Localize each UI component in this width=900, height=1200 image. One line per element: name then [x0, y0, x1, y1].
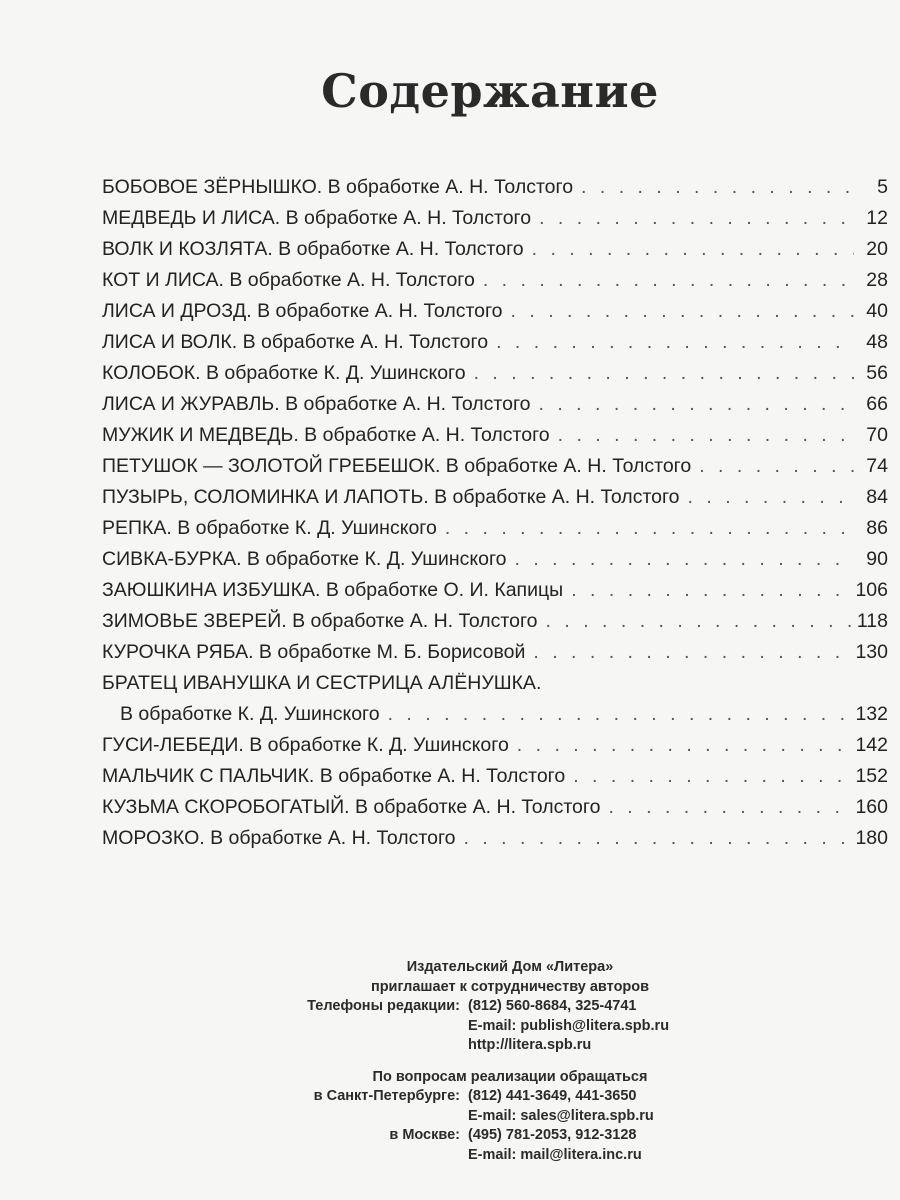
toc-entry [102, 606, 888, 637]
toc-entry-title: МЕДВЕДЬ И ЛИСА. В обработке А. Н. Толстого [102, 207, 532, 229]
toc-entry-title: ГУСИ-ЛЕБЕДИ. В обработке К. Д. Ушинского [102, 734, 509, 756]
phones-label: Телефоны редакции: [307, 998, 460, 1014]
dot-leader [571, 575, 849, 606]
dot-leader [573, 761, 849, 792]
dot-leader [533, 637, 849, 668]
toc-page-number: 180 [855, 827, 888, 849]
toc-page-number: 12 [866, 207, 888, 229]
toc-entry-title: БРАТЕЦ ИВАНУШКА И СЕСТРИЦА АЛЁНУШКА. [102, 672, 542, 694]
toc-page-number: 74 [866, 455, 888, 477]
toc-page-number: 132 [855, 703, 888, 725]
toc-entry [102, 482, 888, 513]
table-of-contents [102, 172, 888, 854]
dot-leader [581, 172, 854, 203]
toc-entry [102, 761, 888, 792]
toc-entry [102, 296, 888, 327]
toc-entry-title: ЗАЮШКИНА ИЗБУШКА. В обработке О. И. Капицы [102, 579, 564, 601]
website-link: http://litera.spb.ru [468, 1037, 592, 1053]
toc-entry [102, 389, 888, 420]
dot-leader [532, 234, 854, 265]
toc-entry [102, 358, 888, 389]
toc-entry [102, 327, 888, 358]
dot-leader [539, 203, 854, 234]
spb-label: в Санкт-Петербурге: [313, 1088, 460, 1104]
dot-leader [608, 792, 849, 823]
dot-leader [496, 327, 854, 358]
toc-page-number: 5 [877, 176, 888, 198]
publisher-name: Издательский Дом «Литера» [406, 959, 614, 975]
toc-page-number: 142 [855, 734, 888, 756]
toc-page-number: 28 [866, 269, 888, 291]
toc-entry-title: ЗИМОВЬЕ ЗВЕРЕЙ. В обработке А. Н. Толстого [102, 610, 538, 632]
toc-page-number: 66 [866, 393, 888, 415]
toc-page-number: 160 [855, 796, 888, 818]
dot-leader [515, 544, 855, 575]
toc-entry [102, 544, 888, 575]
toc-entry [102, 668, 888, 699]
toc-page-number: 152 [855, 765, 888, 787]
toc-entry-title: ЛИСА И ДРОЗД. В обработке А. Н. Толстого [102, 300, 503, 322]
toc-page-number: 56 [866, 362, 888, 384]
dot-leader [388, 699, 850, 730]
toc-entry-title: РЕПКА. В обработке К. Д. Ушинского [102, 517, 437, 539]
toc-page-number: 130 [855, 641, 888, 663]
toc-entry [102, 513, 888, 544]
msk-phones: (495) 781-2053, 912-3128 [468, 1127, 637, 1143]
toc-page-number: 40 [866, 300, 888, 322]
toc-entry-continuation [102, 699, 888, 730]
toc-entry-title: ПУЗЫРЬ, СОЛОМИНКА И ЛАПОТЬ. В обработке А. Н. Толстого [102, 486, 680, 508]
dot-leader [483, 265, 854, 296]
toc-page-number: 20 [866, 238, 888, 260]
toc-entry-title: КУРОЧКА РЯБА. В обработке М. Б. Борисовой [102, 641, 526, 663]
toc-entry-title: В обработке К. Д. Ушинского [120, 703, 380, 725]
toc-entry-title: ВОЛК И КОЗЛЯТА. В обработке А. Н. Толстого [102, 238, 524, 260]
toc-entry [102, 234, 888, 265]
editorial-email: E-mail: publish@litera.spb.ru [468, 1017, 670, 1034]
dot-leader [558, 420, 854, 451]
toc-entry-title: МУЖИК И МЕДВЕДЬ. В обработке А. Н. Толстого [102, 424, 550, 446]
toc-entry [102, 637, 888, 668]
toc-entry [102, 203, 888, 234]
toc-entry [102, 172, 888, 203]
toc-entry [102, 575, 888, 606]
dot-leader [474, 358, 854, 389]
page-title: Содержание [321, 64, 659, 118]
publisher-info [250, 958, 730, 1165]
toc-entry [102, 265, 888, 296]
dot-leader [699, 451, 854, 482]
toc-page-number: 48 [866, 331, 888, 353]
msk-label: в Москве: [389, 1127, 460, 1143]
toc-entry [102, 823, 888, 854]
toc-page-number: 84 [866, 486, 888, 508]
toc-entry [102, 451, 888, 482]
toc-entry [102, 730, 888, 761]
dot-leader [445, 513, 854, 544]
publisher-invite: приглашает к сотрудничеству авторов [370, 978, 650, 995]
toc-entry-title: МАЛЬЧИК С ПАЛЬЧИК. В обработке А. Н. Толстого [102, 765, 566, 787]
toc-entry-title: ЛИСА И ЖУРАВЛЬ. В обработке А. Н. Толстого [102, 393, 531, 415]
dot-leader [464, 823, 850, 854]
toc-entry-title: ПЕТУШОК — ЗОЛОТОЙ ГРЕБЕШОК. В обработке А. Н. Толстого [102, 455, 692, 477]
toc-page-number: 86 [866, 517, 888, 539]
spb-phones: (812) 441-3649, 441-3650 [468, 1088, 637, 1104]
msk-email: E-mail: mail@litera.inc.ru [468, 1146, 642, 1163]
toc-entry-title: КУЗЬМА СКОРОБОГАТЫЙ. В обработке А. Н. Толстого [102, 796, 601, 818]
phones-value: (812) 560-8684, 325-4741 [468, 998, 637, 1014]
toc-page-number: 70 [866, 424, 888, 446]
toc-entry-title: КОТ И ЛИСА. В обработке А. Н. Толстого [102, 269, 475, 291]
dot-leader [539, 389, 854, 420]
spb-email: E-mail: sales@litera.spb.ru [468, 1107, 654, 1124]
dot-leader [546, 606, 851, 637]
toc-entry-title: СИВКА-БУРКА. В обработке К. Д. Ушинского [102, 548, 507, 570]
toc-entry-title: БОБОВОЕ ЗЁРНЫШКО. В обработке А. Н. Толстого [102, 176, 574, 198]
toc-entry [102, 420, 888, 451]
dot-leader [517, 730, 850, 761]
toc-page-number: 118 [856, 610, 888, 632]
dot-leader [511, 296, 854, 327]
toc-entry [102, 792, 888, 823]
toc-entry-title: ЛИСА И ВОЛК. В обработке А. Н. Толстого [102, 331, 489, 353]
toc-page-number: 90 [866, 548, 888, 570]
toc-entry-title: МОРОЗКО. В обработке А. Н. Толстого [102, 827, 456, 849]
toc-entry-title: КОЛОБОК. В обработке К. Д. Ушинского [102, 362, 466, 384]
dot-leader [688, 482, 854, 513]
sales-heading: По вопросам реализации обращаться [372, 1068, 648, 1085]
toc-page-number: 106 [855, 579, 888, 601]
